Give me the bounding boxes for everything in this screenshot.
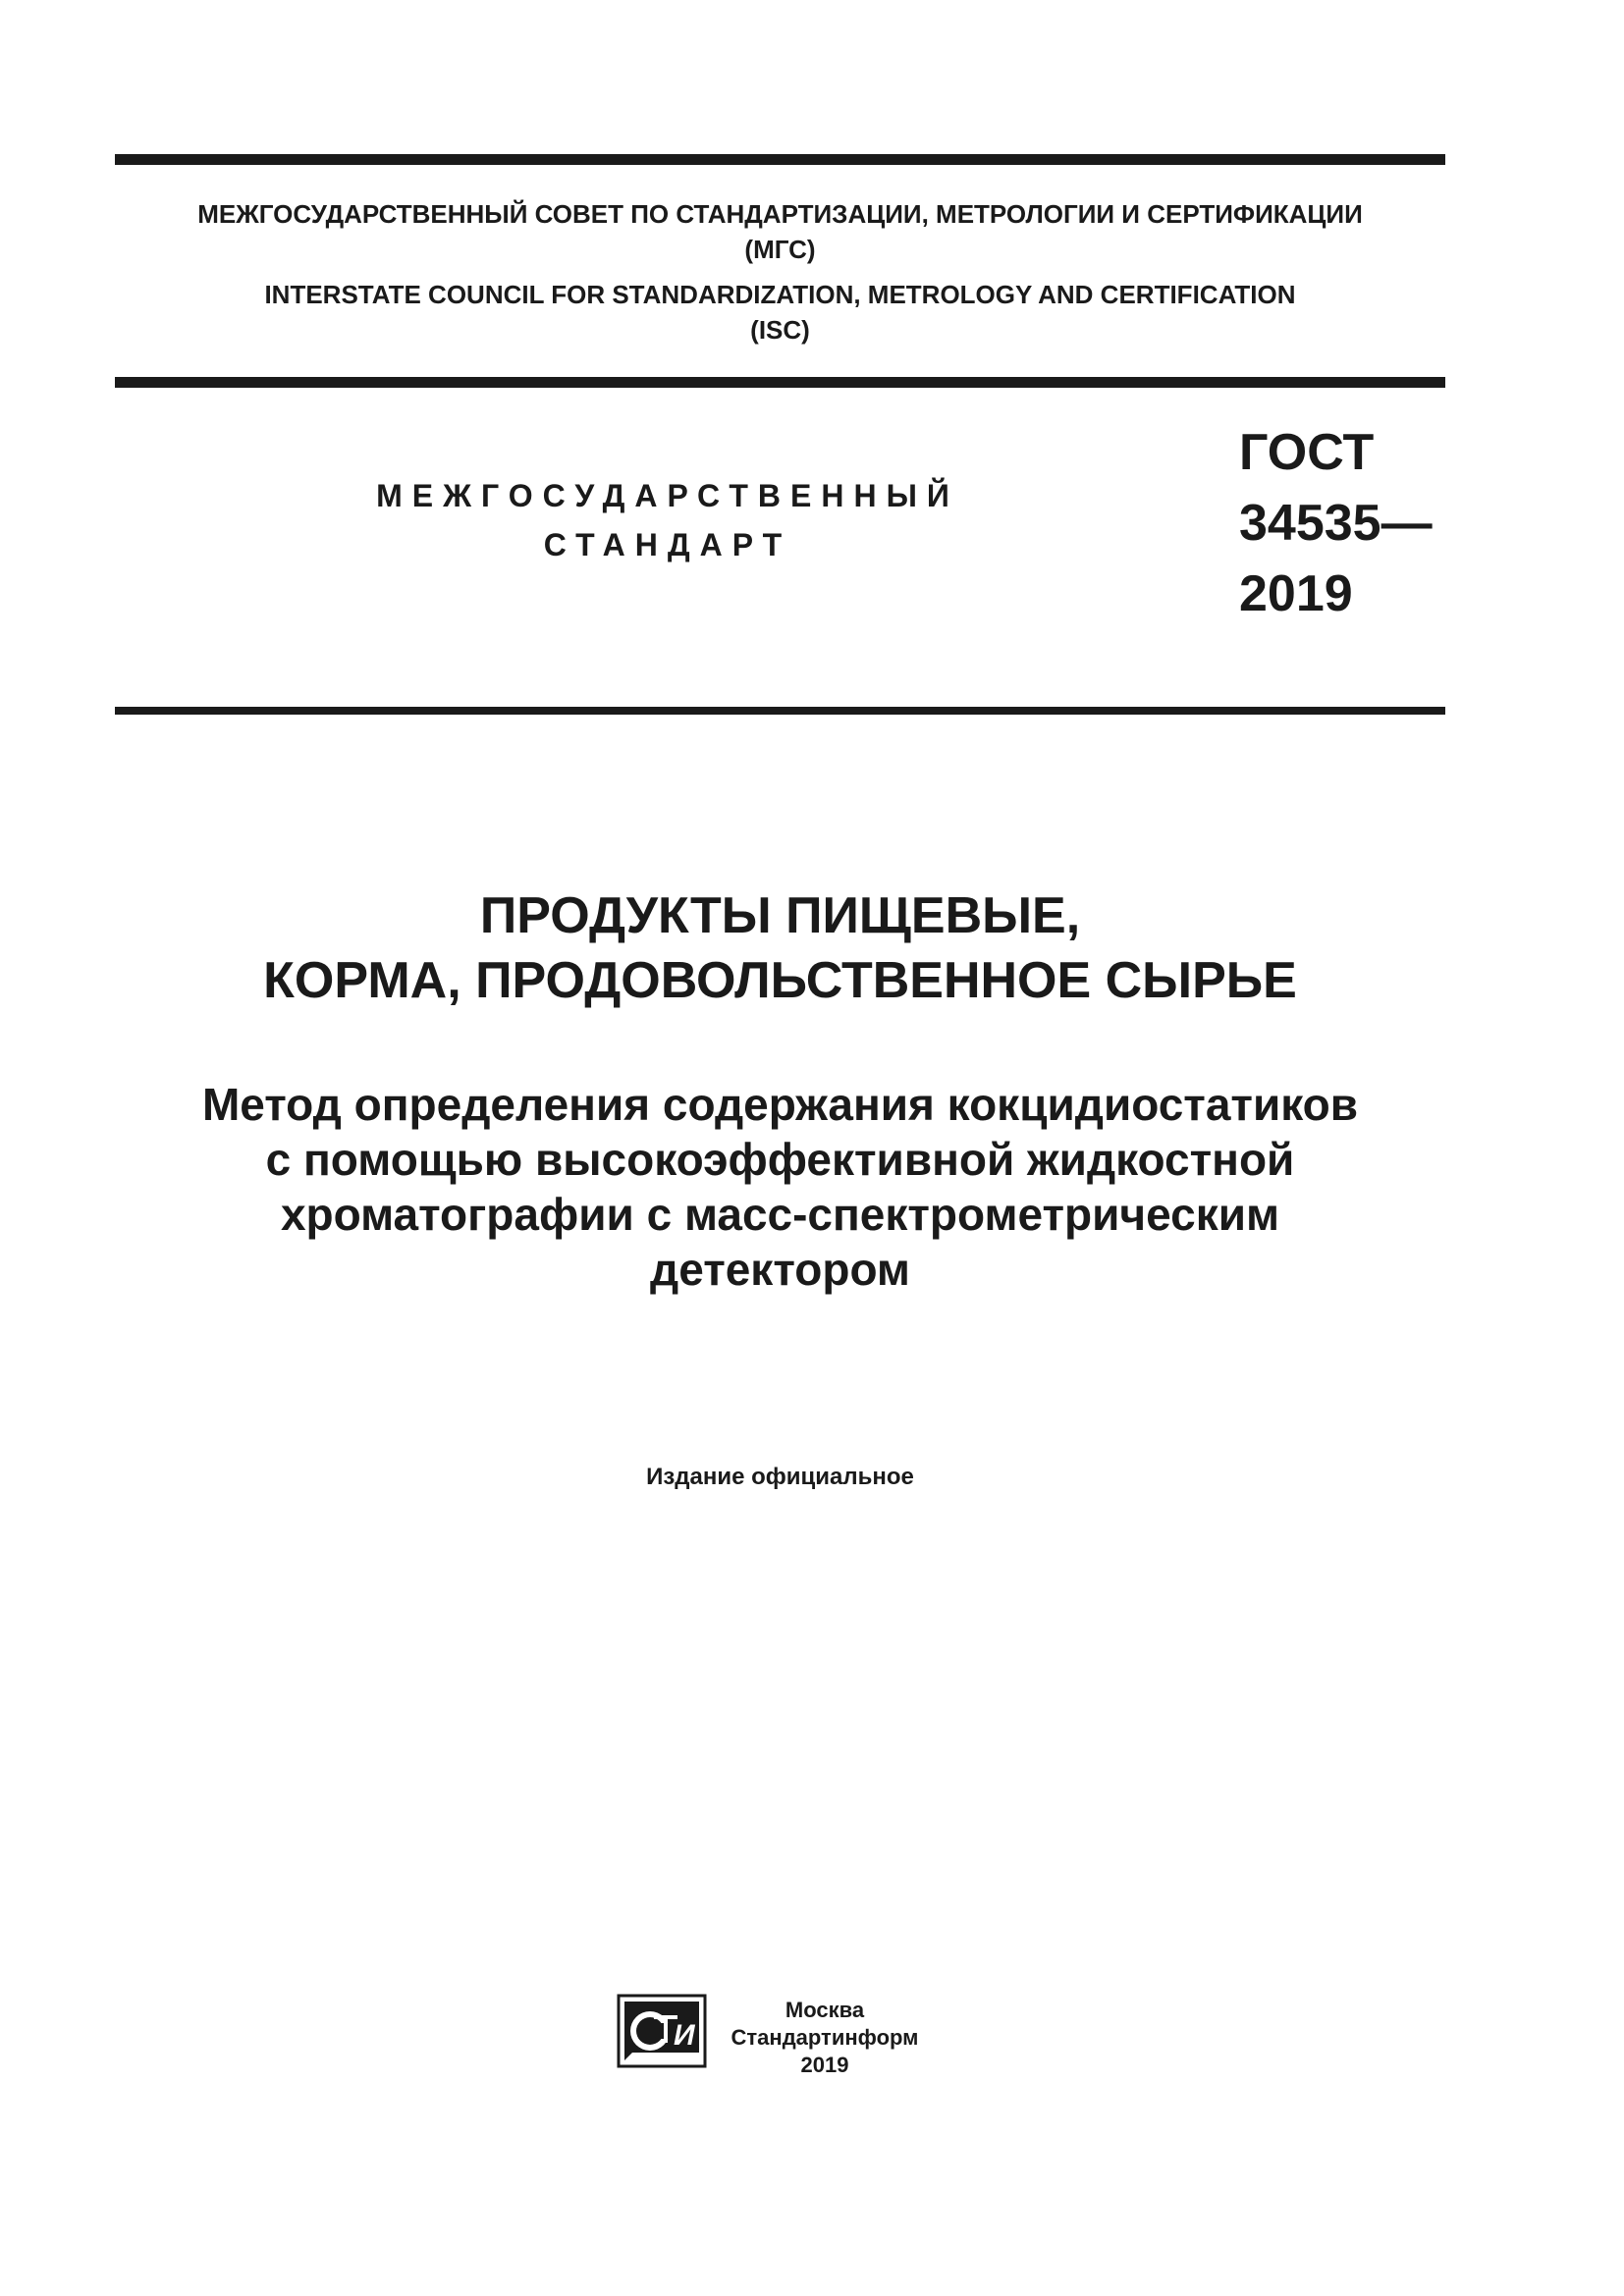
gost-designation	[1239, 417, 1433, 629]
standard-type	[324, 471, 1011, 569]
header-divider-rule	[115, 377, 1445, 388]
council-en-line-2: (ISC)	[750, 315, 810, 345]
gost-number: 34535—	[1239, 495, 1433, 552]
top-rule	[115, 154, 1445, 165]
council-name-en	[115, 277, 1445, 347]
designation-divider-rule	[115, 707, 1445, 715]
svg-text:И: И	[674, 2019, 695, 2052]
gost-year: 2019	[1239, 565, 1353, 622]
council-name-ru	[115, 196, 1445, 267]
edition-label: Издание официальное	[646, 1464, 914, 1490]
council-ru-line-2: (МГС)	[744, 235, 816, 264]
title-line-2: КОРМА, ПРОДОВОЛЬСТВЕННОЕ СЫРЬЕ	[263, 952, 1297, 1009]
publisher-block	[727, 1997, 923, 2079]
subtitle-line-4: детектором	[650, 1244, 910, 1295]
title-line-1: ПРОДУКТЫ ПИЩЕВЫЕ,	[479, 887, 1081, 944]
subtitle-line-1: Метод определения содержания кокцидиостатиков	[201, 1079, 1359, 1130]
publisher-name: Стандартинформ	[731, 2025, 919, 2050]
publisher-year: 2019	[800, 2053, 849, 2077]
subtitle-line-3: хроматографии с масс-спектрометрическим	[280, 1189, 1280, 1240]
standartinform-logo-icon	[617, 1994, 707, 2068]
gost-label: ГОСТ	[1239, 424, 1375, 481]
council-ru-line-1: МЕЖГОСУДАРСТВЕННЫЙ СОВЕТ ПО СТАНДАРТИЗАЦИИ, МЕТРОЛОГИИ И СЕРТИФИКАЦИИ	[197, 199, 1363, 229]
document-subtitle	[115, 1077, 1445, 1297]
standard-type-line-1: МЕЖГОСУДАРСТВЕННЫЙ	[376, 478, 959, 513]
council-en-line-1: INTERSTATE COUNCIL FOR STANDARDIZATION, METROLOGY AND CERTIFICATION	[264, 280, 1296, 309]
subtitle-line-2: с помощью высокоэффективной жидкостной	[265, 1134, 1295, 1185]
document-title	[115, 883, 1445, 1013]
standard-type-line-2: СТАНДАРТ	[543, 527, 792, 562]
publisher-city: Москва	[785, 1998, 865, 2022]
